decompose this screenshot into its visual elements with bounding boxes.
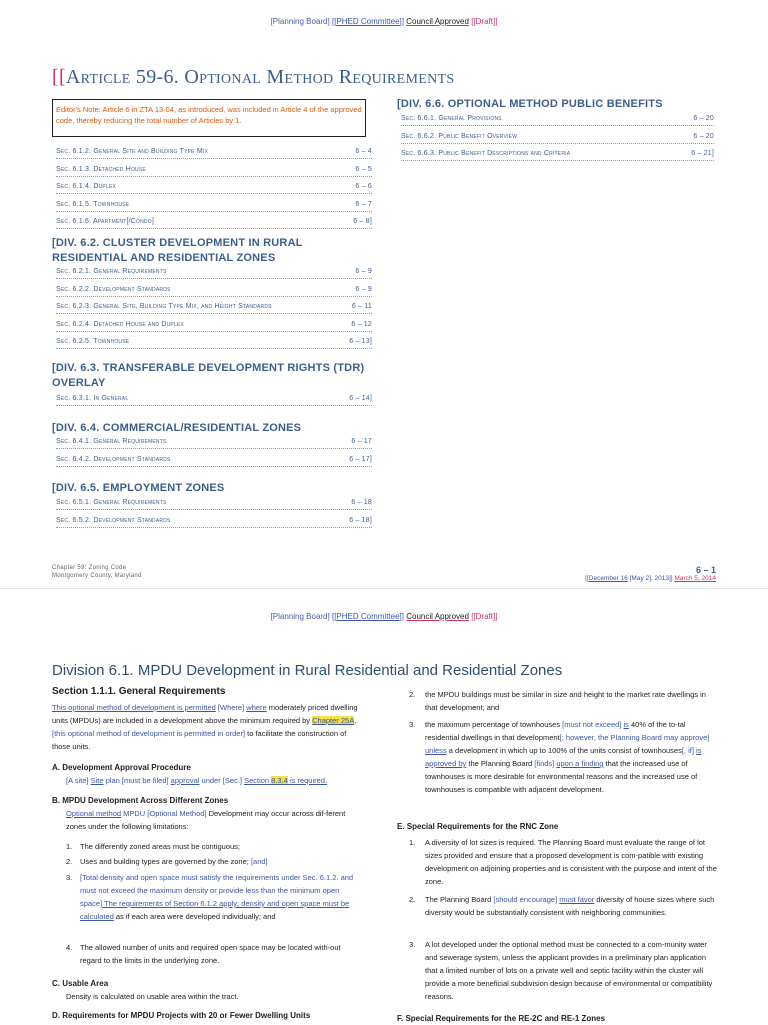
toc-entry[interactable]: [56, 148, 372, 159]
page2-header-phed-close: ]]: [399, 612, 404, 621]
section-c-heading: C. Usable Area: [52, 979, 109, 988]
article-brackets: [[: [52, 66, 66, 88]
header-draft: [[Draft]]: [471, 17, 498, 26]
list-item: [409, 938, 717, 1003]
toc-entry-label: Sec. 6.5.1. General Requirements: [56, 499, 167, 506]
toc-entry[interactable]: [56, 395, 372, 406]
header-phed-open: [[: [331, 17, 337, 26]
footer-left: [52, 564, 142, 580]
toc-entry-page: 6 – 21]: [691, 150, 714, 157]
toc-entry[interactable]: [56, 438, 372, 449]
header-phed-close: ]]: [399, 17, 404, 26]
list-number: 1.: [66, 842, 73, 851]
a-t4: approval: [170, 776, 200, 785]
toc-entry[interactable]: [56, 303, 372, 314]
list-text: A lot developed under the optional method must be connected to a com-munity water and sewerage system, unless the applicant provides in a preliminary plan application that a limited number of lots on a private well and septic facility within the cluster will provide a more beneficial subdivision design because of environmental or compatibility reasons.: [425, 940, 713, 1001]
footer-date-b: [May 2], 2013]]: [627, 575, 673, 582]
list-number: 4.: [66, 943, 73, 952]
footer-chapter: Chapter 59: Zoning Code: [52, 565, 127, 571]
b-t2: MPDU [Optional Method]: [121, 809, 209, 818]
footer-date-a: December 16: [588, 575, 628, 582]
section-f-heading: F. Special Requirements for the RE-2C and RE-1 Zones: [397, 1014, 606, 1023]
toc-entry-page: 6 – 17]: [349, 455, 372, 463]
list-item: [66, 941, 358, 967]
toc-entry[interactable]: [56, 268, 372, 279]
section-a: [52, 761, 358, 787]
toc-entry-label: Sec. 6.3.1. In General: [56, 395, 129, 402]
list-number: 1.: [409, 838, 416, 847]
intro-e: Chapter 25A: [312, 716, 355, 725]
r3e: [; however, the Planning Board may approve]: [559, 733, 710, 742]
footer-date-c: March 5, 2014: [674, 575, 716, 582]
list-number: 2.: [409, 690, 416, 699]
r3f: unless: [425, 746, 447, 755]
list-item: [409, 688, 717, 714]
r3l: upon a finding: [556, 759, 604, 768]
list-number: 2.: [409, 895, 416, 904]
b-i3a: [Total density and open space must satisfy the requirements under Sec. 6.1.2. and must not exceed the maximum density or provide less than the minimum open space]: [80, 873, 354, 908]
toc-entry-page: 6 – 7: [355, 200, 372, 208]
section-b-text: [52, 807, 358, 833]
intro-d: moderately priced dwelling units (MPDUs) are included in a development above the minimum required by: [52, 703, 358, 725]
a-t8: is required.: [287, 776, 328, 785]
toc-entry-label: Sec. 6.2.1. General Requirements: [56, 268, 167, 275]
list-text: A diversity of lot sizes is required. The Planning Board must evaluate the range of lot sizes provided and ensure that a proposed development is com-patible with existing development on adjoining properties and is consistent with the purpose and intent of the zone.: [425, 838, 717, 886]
list-text: The differently zoned areas must be contiguous;: [80, 842, 240, 851]
header-council: Council Approved: [406, 17, 469, 26]
div-heading-6-2-line2: RESIDENTIAL AND RESIDENTIAL ZONES: [52, 252, 276, 264]
page-separator: [0, 588, 768, 589]
b-i2b: [and]: [250, 857, 268, 866]
toc-entry-page: 6 – 14]: [349, 395, 372, 402]
list-number: 2.: [66, 857, 73, 866]
header-phed: PHED Committee: [336, 17, 400, 26]
article-title-text: Article 59-6. Optional Method Requirements: [65, 66, 455, 88]
toc-entry[interactable]: [401, 115, 714, 126]
div-heading-6-6-line1: [DIV. 6.6. OPTIONAL METHOD PUBLIC BENEFITS: [397, 98, 663, 110]
article-title: [52, 66, 454, 89]
a-t3: plan [must be filed]: [103, 776, 171, 785]
toc-entry-label: Sec. 6.6.3. Public Benefit Descriptions and Criteria: [401, 150, 571, 157]
section-b: [52, 794, 358, 833]
list-item: [409, 893, 717, 919]
toc-entry-page: 6 – 18: [351, 499, 372, 506]
toc-entry[interactable]: [56, 321, 372, 332]
intro-g: to facilitate the construction of those units.: [52, 729, 347, 751]
intro-c: where: [246, 703, 267, 712]
section-d-heading: D. Requirements for MPDU Projects with 20 or Fewer Dwelling Units: [52, 1011, 311, 1020]
toc-entry-page: 6 – 9: [355, 268, 372, 275]
page-header: [0, 17, 768, 27]
toc-entry-label: Sec. 6.1.5. Townhouse: [56, 200, 130, 208]
div-heading-6-3-line1: [DIV. 6.3. TRANSFERABLE DEVELOPMENT RIGHTS (TDR): [52, 362, 365, 374]
intro-b: [Where]: [215, 703, 247, 712]
footer-page-number: 6 – 1: [695, 565, 716, 575]
b-i2a: Uses and building types are governed by the zone;: [80, 857, 251, 866]
section-b-heading: B. MPDU Development Across Different Zones: [52, 796, 229, 805]
toc-entry-label: Sec. 6.2.3. General Site, Building Type Mix, and Height Standards: [56, 303, 272, 310]
toc-entry[interactable]: [56, 517, 372, 528]
toc-entry-page: 6 – 4: [355, 148, 372, 155]
section-a-heading: A. Development Approval Procedure: [52, 763, 191, 772]
toc-entry[interactable]: [56, 166, 372, 177]
a-t5: under [Sec.]: [199, 776, 245, 785]
list-number: 3.: [409, 940, 416, 949]
toc-entry[interactable]: [56, 286, 372, 297]
list-text: [409, 893, 717, 919]
toc-entry-page: 6 – 8]: [353, 218, 372, 225]
footer-date-open: [[: [585, 575, 589, 582]
toc-entry-page: 6 – 20: [693, 115, 714, 122]
intro-paragraph: [52, 701, 358, 753]
a-t7: 8.3.4: [271, 776, 288, 785]
list-text: the MPDU buildings must be similar in size and height to the market rate dwellings in that development; and: [425, 690, 706, 712]
toc-entry[interactable]: [401, 150, 714, 161]
toc-entry[interactable]: [401, 133, 714, 144]
div-heading-6-3: [52, 361, 364, 391]
page2-header-council: Council Approved: [406, 612, 469, 621]
div-heading-6-6: [397, 97, 663, 112]
toc-entry-label: Sec. 6.6.2. Public Benefit Overview: [401, 132, 518, 140]
r3b: [must not exceed]: [562, 720, 624, 729]
list-item: [409, 718, 717, 796]
toc-entry-label: Sec. 6.6.1. General Provisions: [401, 115, 502, 122]
list-text: [409, 718, 717, 796]
toc-entry[interactable]: [56, 338, 372, 349]
toc-entry-page: 6 – 9: [355, 285, 372, 293]
intro-f: , [this optional method of development is permitted in order]: [52, 716, 357, 738]
toc-entry-label: Sec. 6.5.2. Development Standards: [56, 516, 171, 524]
toc-entry-label: Sec. 6.1.4. Duplex: [56, 183, 117, 190]
toc-entry[interactable]: [56, 218, 372, 229]
header-planning-board: [Planning Board]: [270, 17, 330, 26]
r3m: that the increased use of townhouses is more desirable for environmental reasons and the increased use of townhouses is compatible with adjacent development.: [425, 759, 698, 794]
page2-header-phed: PHED Committee: [336, 612, 400, 621]
footer-right: [585, 565, 716, 582]
b-i3b: The requirements of Section 6.1.2 apply; density and open space must be calculated: [80, 899, 350, 921]
list-text: [66, 855, 358, 868]
a-t1: [A site]: [66, 776, 91, 785]
list-item: [409, 836, 717, 888]
footer-date: [585, 575, 716, 582]
toc-entry[interactable]: [56, 201, 372, 212]
page2-header-phed-open: [[: [331, 612, 337, 621]
list-text: The allowed number of units and required open space may be located with-out regard to the limits in the underlying zone.: [80, 943, 341, 965]
toc-entry-label: Sec. 6.1.2. General Site and Building Type Mix: [56, 148, 209, 155]
list-text: [66, 871, 358, 923]
div-heading-6-2: [52, 236, 303, 266]
div-heading-6-2-line1: [DIV. 6.2. CLUSTER DEVELOPMENT IN RURAL: [52, 237, 303, 249]
toc-entry-label: Sec. 6.4.1. General Requirements: [56, 438, 167, 445]
b-t1: Optional method: [66, 809, 122, 818]
e2b: [should encourage]: [493, 895, 560, 904]
r3c: is: [623, 720, 629, 729]
list-item: [66, 840, 358, 853]
div-heading-6-3-line2: OVERLAY: [52, 377, 106, 389]
footer-county: Montgomery County, Maryland: [52, 573, 142, 579]
section-title: Section 1.1.1. General Requirements: [52, 686, 226, 697]
toc-entry[interactable]: [56, 499, 372, 510]
toc-entry-page: 6 – 18]: [349, 516, 372, 524]
list-item: [66, 871, 358, 923]
toc-entry-page: 6 – 11: [351, 303, 372, 310]
page2-header-planning-board: [Planning Board]: [270, 612, 330, 621]
toc-entry-page: 6 – 6: [355, 183, 372, 190]
r3i: is approved by: [425, 746, 702, 768]
toc-entry[interactable]: [56, 456, 372, 467]
section-e-heading: E. Special Requirements for the RNC Zone: [397, 822, 559, 831]
toc-entry-page: 6 – 20: [693, 132, 714, 140]
r3d: 40% of the to-tal residential dwellings in that development: [425, 720, 686, 742]
r3g: a development in which up to 100% of the units consist of townhouses: [446, 746, 682, 755]
toc-entry-label: Sec. 6.1.3. Detached House: [56, 165, 146, 173]
a-t2: Site: [90, 776, 104, 785]
r3h: [, if]: [681, 746, 697, 755]
toc-entry-label: Sec. 6.4.2. Development Standards: [56, 455, 171, 463]
b-i3c: as if each area were developed individually; and: [113, 912, 276, 921]
div-heading-6-4: [52, 421, 301, 436]
b-t3: Development may occur across dif-ferent zones under the following limitations:: [66, 809, 346, 831]
e2c: must favor: [559, 895, 595, 904]
division-title: Division 6.1. MPDU Development in Rural Residential and Residential Zones: [52, 662, 563, 679]
toc-entry-label: Sec. 6.2.5. Townhouse: [56, 338, 130, 345]
toc-entry-label: Sec. 6.1.6. Apartment[/Condo]: [56, 218, 154, 225]
div-heading-6-5-line1: [DIV. 6.5. EMPLOYMENT ZONES: [52, 482, 225, 494]
toc-entry-label: Sec. 6.2.4. Detached House and Duplex: [56, 320, 185, 328]
toc-entry-label: Sec. 6.2.2. Development Standards: [56, 285, 171, 293]
r3j: the Planning Board: [466, 759, 535, 768]
intro-a: This optional method of development is permitted: [52, 703, 216, 712]
section-a-text: [52, 774, 358, 787]
page2-header-draft: [[Draft]]: [471, 612, 498, 621]
section-d: [52, 1009, 372, 1022]
section-c: [52, 977, 358, 1003]
r3k: [finds]: [534, 759, 557, 768]
toc-entry-page: 6 – 12: [351, 320, 372, 328]
list-number: 3.: [66, 873, 73, 882]
div-heading-6-5: [52, 481, 224, 496]
list-item: [66, 855, 358, 868]
e2d: diversity of house sizes where such diversity would be substantially consistent with neighboring communities.: [425, 895, 715, 917]
editors-note: Editor's Note: Article 6 in ZTA 13-04, as introduced, was included in Article 4 of the approved code, thereby reducing the total number of Articles by 1.: [52, 99, 366, 137]
e2a: The Planning Board: [425, 895, 494, 904]
r3a: the maximum percentage of townhouses: [425, 720, 563, 729]
div-heading-6-4-line1: [DIV. 6.4. COMMERCIAL/RESIDENTIAL ZONES: [52, 422, 302, 434]
toc-entry[interactable]: [56, 183, 372, 194]
toc-entry-page: 6 – 13]: [349, 338, 372, 345]
toc-entry-page: 6 – 5: [355, 165, 372, 173]
a-t6: Section: [244, 776, 272, 785]
section-c-text: Density is calculated on usable area within the tract.: [66, 992, 239, 1001]
page2-header: [0, 612, 768, 622]
toc-entry-page: 6 – 17: [351, 438, 372, 445]
list-number: 3.: [409, 720, 416, 729]
